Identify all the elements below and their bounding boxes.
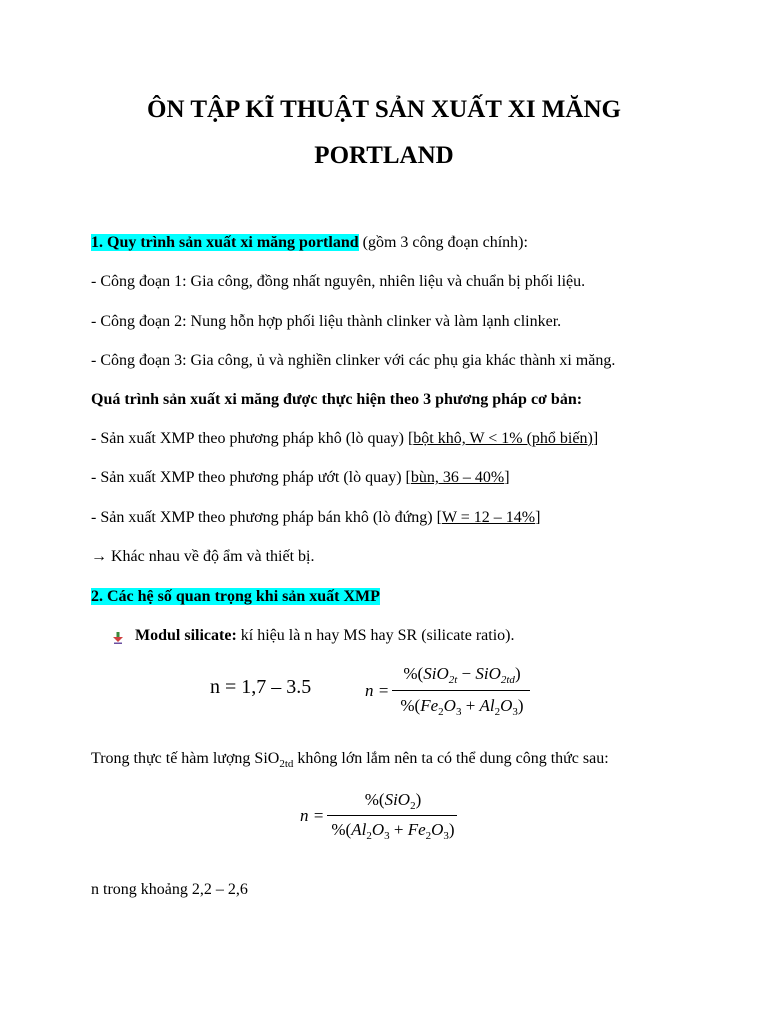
range-text: n trong khoảng 2,2 – 2,6 <box>91 881 248 898</box>
formula1-denominator <box>392 696 532 716</box>
f1-num-b-sub: 2td <box>500 674 515 686</box>
formula2-fraction-bar <box>327 815 457 816</box>
bullet-rest: kí hiệu là n hay MS hay SR (silicate ratio). <box>236 627 515 644</box>
method-3-close: ] <box>535 509 541 526</box>
practice-text-pre: Trong thực tế hàm lượng SiO <box>91 750 280 767</box>
formula1-lhs-text: n = <box>365 681 390 700</box>
section2-heading <box>91 587 380 606</box>
f2-den-a2: O <box>371 820 385 839</box>
n-range-text: n = 1,7 – 3.5 <box>210 676 312 698</box>
section1-heading-rest: (gồm 3 công đoạn chính): <box>358 234 528 251</box>
f1-num-mid: − <box>457 664 476 683</box>
f1-den-b2: O <box>500 696 513 715</box>
modul-silicate-bullet <box>135 626 515 645</box>
step-3: - Công đoạn 3: Gia công, ủ và nghiền clinker với các phụ gia khác thành xi măng. <box>91 352 616 369</box>
formula2-numerator <box>327 790 459 810</box>
formula1-numerator <box>392 664 532 684</box>
f1-num-post: ) <box>514 664 521 683</box>
title-line-2: PORTLAND <box>314 142 454 169</box>
section1-heading <box>91 233 528 252</box>
section2-heading-highlight: 2. Các hệ số quan trọng khi sản xuất XMP <box>91 588 380 605</box>
f2-den-a2-sub: 3 <box>384 830 390 842</box>
method-2-text: - Sản xuất XMP theo phương pháp ướt (lò quay) [ <box>91 469 411 486</box>
method-1-detail: bột khô, W < 1% (phổ biến) <box>413 430 593 447</box>
f1-den-a: Fe <box>420 696 439 715</box>
arrow-down-bullet-icon <box>113 632 123 644</box>
f2-num-post: ) <box>415 790 422 809</box>
formula1-fraction-bar <box>392 690 530 691</box>
section1-heading-highlight: 1. Quy trình sản xuất xi măng portland <box>91 234 359 251</box>
conclusion: → Khác nhau về độ ẩm và thiết bị. <box>91 548 315 565</box>
f2-num-pre: %( <box>364 790 385 809</box>
f2-den-b-sub: 2 <box>425 830 432 842</box>
f2-den-mid: + <box>389 820 408 839</box>
method-2-detail: bùn, 36 – 40% <box>410 469 505 486</box>
f1-den-mid: + <box>461 696 480 715</box>
formula1-lhs <box>365 681 389 701</box>
formula2-lhs <box>300 806 324 826</box>
bullet-bold: Modul silicate: <box>135 627 237 644</box>
f2-den-b2: O <box>431 820 444 839</box>
method-1 <box>91 429 598 448</box>
step-1: - Công đoạn 1: Gia công, đồng nhất nguyên, nhiên liệu và chuẩn bị phối liệu. <box>91 273 586 290</box>
f1-den-a-sub: 2 <box>438 706 444 718</box>
title-line-1: ÔN TẬP KĨ THUẬT SẢN XUẤT XI MĂNG <box>147 96 621 123</box>
f1-den-post: ) <box>517 696 524 715</box>
f1-num-pre: %( <box>403 664 424 683</box>
methods-heading: Quá trình sản xuất xi măng được thực hiện theo 3 phương pháp cơ bản: <box>91 391 583 408</box>
f1-den-pre: %( <box>400 696 421 715</box>
f1-num-b: SiO <box>475 664 501 683</box>
f2-num-a: SiO <box>384 790 411 809</box>
formula2-denominator <box>327 820 459 840</box>
f2-den-b2-sub: 3 <box>443 830 449 842</box>
f2-den-a-sub: 2 <box>366 830 372 842</box>
method-3 <box>91 508 540 527</box>
step-2: - Công đoạn 2: Nung hỗn hợp phối liệu thành clinker và làm lạnh clinker. <box>91 313 562 330</box>
method-2 <box>91 468 510 487</box>
f1-num-a-sub: 2t <box>448 674 458 686</box>
method-2-close: ] <box>504 469 510 486</box>
f2-den-a: Al <box>351 820 367 839</box>
f1-den-a2: O <box>443 696 456 715</box>
f1-num-a: SiO <box>423 664 449 683</box>
f1-den-b2-sub: 3 <box>512 706 518 718</box>
practice-text-post: không lớn lắm nên ta có thể dung công thức sau: <box>293 750 609 767</box>
f1-den-b-sub: 2 <box>494 706 501 718</box>
f2-den-b: Fe <box>407 820 426 839</box>
f2-den-pre: %( <box>331 820 352 839</box>
method-3-text: - Sản xuất XMP theo phương pháp bán khô (lò đứng) [ <box>91 509 442 526</box>
method-1-text: - Sản xuất XMP theo phương pháp khô (lò quay) [ <box>91 430 414 447</box>
method-1-close: ] <box>592 430 599 447</box>
formula2-lhs-text: n = <box>300 806 325 825</box>
practice-sub: 2td <box>279 758 294 770</box>
f2-den-post: ) <box>448 820 455 839</box>
f1-den-b: Al <box>479 696 495 715</box>
method-3-detail: W = 12 – 14% <box>441 509 536 526</box>
practice-text <box>91 749 609 768</box>
f1-den-a2-sub: 3 <box>455 706 462 718</box>
f2-num-a-sub: 2 <box>410 800 416 812</box>
